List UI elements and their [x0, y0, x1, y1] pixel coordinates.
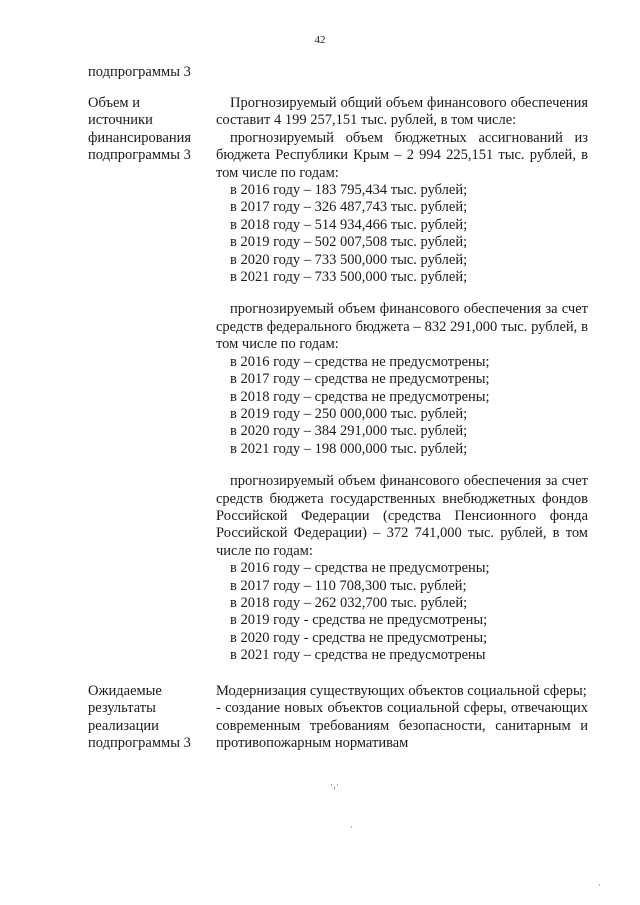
result-item: - создание новых объектов социальной сферы, отвечающих современным требованиям безопасности, санитарным и противопожарным нормативам	[216, 700, 588, 752]
scan-speck: ·	[598, 880, 601, 890]
year-item: в 2019 году - средства не предусмотрены;	[230, 612, 488, 629]
scan-speck: ·	[350, 822, 353, 832]
year-item: в 2017 году – 326 487,743 тыс. рублей;	[230, 199, 468, 216]
year-item: в 2017 году – средства не предусмотрены;	[230, 371, 490, 388]
year-item: в 2016 году – средства не предусмотрены;	[230, 353, 490, 370]
financing-total: Прогнозируемый общий объем финансового обеспечения составит 4 199 257,151 тыс. рублей, в том числе:	[216, 95, 588, 129]
year-item: в 2020 году – 384 291,000 тыс. рублей;	[230, 423, 468, 440]
page-number: 42	[314, 34, 326, 46]
years-list-federal	[216, 354, 588, 458]
year-item: в 2021 году – 733 500,000 тыс. рублей;	[230, 269, 468, 286]
year-item: в 2020 году – 733 500,000 тыс. рублей;	[230, 251, 468, 268]
results-content	[216, 683, 588, 753]
year-item: в 2017 году – 110 708,300 тыс. рублей;	[230, 577, 467, 594]
source-intro-crimea: прогнозируемый объем бюджетных ассигнований из бюджета Республики Крым – 2 994 225,151 тыс. рублей, в том числе по годам:	[216, 129, 588, 181]
year-item: в 2016 году – 183 795,434 тыс. рублей;	[230, 182, 468, 199]
year-item: в 2019 году – 502 007,508 тыс. рублей;	[230, 234, 468, 251]
year-item: в 2019 году – 250 000,000 тыс. рублей;	[230, 405, 468, 422]
year-item: в 2021 году – 198 000,000 тыс. рублей;	[230, 440, 468, 457]
scan-speck: ·‚·	[330, 780, 339, 790]
source-intro-federal: прогнозируемый объем финансового обеспечения за счет средств федерального бюджета – 832 291,000 тыс. рублей, в том числе по годам:	[216, 301, 588, 353]
year-item: в 2021 году – средства не предусмотрены	[230, 647, 486, 664]
year-item: в 2018 году – 514 934,466 тыс. рублей;	[230, 216, 468, 233]
year-item: в 2020 году - средства не предусмотрены;	[230, 629, 488, 646]
financing-content	[216, 95, 588, 665]
years-list-crimea	[216, 182, 588, 286]
continuation-label: подпрограммы 3	[88, 64, 191, 80]
year-item: в 2018 году – средства не предусмотрены;	[230, 388, 490, 405]
year-item: в 2016 году – средства не предусмотрены;	[230, 560, 490, 577]
result-item: Модернизация существующих объектов социальной сферы;	[216, 683, 587, 699]
source-intro-pension: прогнозируемый объем финансового обеспечения за счет средств бюджета государственных внебюджетных фондов Российской Федерации (средства Пенсионного фонда Российской Федерации) – 372 741,000 тыс. рублей, в том числе по годам:	[216, 473, 588, 559]
financing-label: Объем и источники финансирования подпрограммы 3	[88, 95, 192, 164]
results-label: Ожидаемые результаты реализации подпрограммы 3	[88, 683, 191, 752]
year-item: в 2018 году – 262 032,700 тыс. рублей;	[230, 594, 468, 611]
years-list-pension	[216, 560, 588, 664]
